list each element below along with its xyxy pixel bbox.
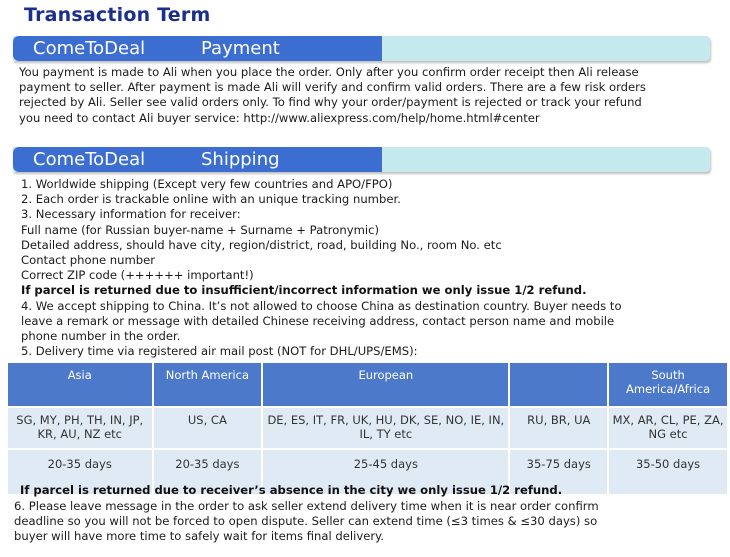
payment-banner	[13, 36, 710, 61]
return-note-absence: If parcel is returned due to receiver’s absence in the city we only issue 1/2 refund.	[20, 483, 563, 497]
table-row-countries	[8, 406, 727, 448]
shipping-item: Detailed address, should have city, region/district, road, building No., room No. etc	[21, 237, 502, 252]
countries-north-america: US, CA	[154, 406, 262, 448]
countries-ru-br-ua: RU, BR, UA	[510, 406, 607, 448]
shipping-item: 1. Worldwide shipping (Except very few countries and APO/FPO)	[21, 177, 393, 191]
shipping-item-6-line: buyer will have more time to safely wait for items final delivery.	[14, 529, 384, 544]
header-european: European	[263, 363, 508, 406]
header-south-america-africa: South America/Africa	[609, 363, 727, 406]
shipping-item-4-line: 4. We accept shipping to China. It’s not allowed to choose China as destination country. Buyer needs to	[21, 298, 622, 313]
days-european: 25-45 days	[263, 448, 508, 494]
return-note-incorrect-info: If parcel is returned due to insufficient/incorrect information we only issue 1/2 refund.	[21, 283, 587, 298]
shipping-section-title: Shipping	[201, 149, 280, 170]
delivery-time-table	[6, 363, 729, 494]
table-header-row	[8, 363, 727, 406]
days-south-america-africa: 35-50 days	[609, 448, 727, 494]
header-north-america: North America	[154, 363, 262, 406]
shipping-footer	[20, 483, 562, 498]
days-ru-br-ua: 35-75 days	[510, 448, 607, 494]
payment-line: You payment is made to Ali when you place the order. Only after you confirm order receipt then Ali release	[19, 65, 639, 79]
payment-line: you need to contact Ali buyer service: http://www.aliexpress.com/help/home.html#center	[19, 110, 540, 125]
shipping-item-6	[14, 499, 599, 545]
shipping-item: 2. Each order is trackable online with an unique tracking number.	[21, 192, 401, 207]
payment-section-title: Payment	[201, 38, 280, 59]
shipping-brand: ComeToDeal	[33, 149, 146, 170]
countries-european: DE, ES, IT, FR, UK, HU, DK, SE, NO, IE, IN, IL, TY etc	[263, 406, 508, 448]
countries-south-america-africa: MX, AR, CL, PE, ZA, NG etc	[609, 406, 727, 448]
shipping-item-6-line: deadline so you will not be forced to open dispute. Seller can extend time (≤3 times & ≤30 days) so	[14, 514, 598, 529]
shipping-item-4-line: phone number in the order.	[21, 329, 181, 344]
payment-line: payment to seller. After payment is made Ali will verify and confirm valid orders. There are a few risk orders	[19, 80, 646, 95]
days-north-america: 20-35 days	[154, 448, 262, 494]
shipping-item: Contact phone number	[21, 253, 156, 268]
days-asia: 20-35 days	[8, 448, 152, 494]
shipping-banner	[13, 147, 710, 172]
header-asia: Asia	[8, 363, 152, 406]
shipping-item-4-line: leave a remark or message with detailed Chinese receiving address, contact person name and mobile	[21, 313, 615, 328]
shipping-item: 3. Necessary information for receiver:	[21, 207, 241, 222]
countries-asia: SG, MY, PH, TH, IN, JP, KR, AU, NZ etc	[8, 406, 152, 448]
header-blank	[510, 363, 607, 406]
payment-line: rejected by Ali. Seller see valid orders only. To find why your order/payment is rejected or track your refund	[19, 95, 642, 110]
shipping-list	[21, 177, 622, 359]
shipping-item-5: 5. Delivery time via registered air mail post (NOT for DHL/UPS/EMS):	[21, 344, 418, 359]
shipping-item: Full name (for Russian buyer-name + Surname + Patronymic)	[21, 222, 380, 237]
shipping-item: Correct ZIP code (++++++ important!)	[21, 268, 254, 283]
payment-text	[19, 65, 646, 126]
shipping-item-6-line: 6. Please leave message in the order to ask seller extend delivery time when it is near order confirm	[14, 499, 599, 513]
page-title: Transaction Term	[24, 4, 211, 26]
payment-brand: ComeToDeal	[33, 38, 146, 59]
